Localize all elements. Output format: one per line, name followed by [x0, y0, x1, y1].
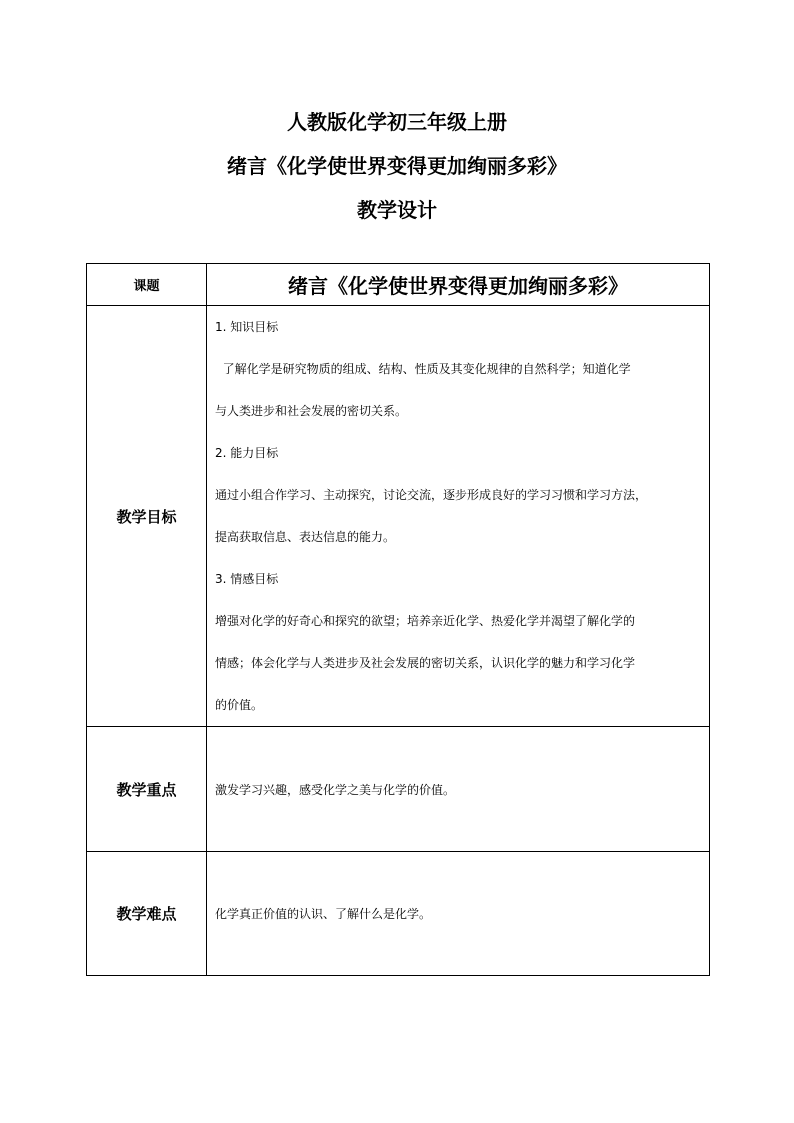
document-title	[0, 100, 794, 232]
difficulties-value: 化学真正价值的认识、了解什么是化学。	[207, 852, 710, 976]
goal-line: 1. 知识目标	[215, 320, 279, 334]
goals-label: 教学目标	[87, 306, 207, 727]
goal-line: 情感；体会化学与人类进步及社会发展的密切关系，认识化学的魅力和学习化学	[215, 656, 636, 670]
goal-line: 了解化学是研究物质的组成、结构、性质及其变化规律的自然科学；知道化学	[215, 362, 631, 376]
goal-line: 与人类进步和社会发展的密切关系。	[215, 404, 408, 418]
key-points-value: 激发学习兴趣，感受化学之美与化学的价值。	[207, 727, 710, 852]
goal-line: 增强对化学的好奇心和探究的欲望；培养亲近化学、热爱化学并渴望了解化学的	[215, 614, 636, 628]
goal-line: 提高获取信息、表达信息的能力。	[215, 530, 396, 544]
topic-value: 绪言《化学使世界变得更加绚丽多彩》	[207, 264, 710, 306]
goal-line: 3. 情感目标	[215, 572, 279, 586]
key-points-label: 教学重点	[87, 727, 207, 852]
goal-line: 2. 能力目标	[215, 446, 279, 460]
key-points-row	[87, 727, 710, 852]
goals-content	[207, 306, 710, 727]
difficulties-row	[87, 852, 710, 976]
title-line-1: 人教版化学初三年级上册	[287, 110, 507, 134]
lesson-plan-table	[86, 263, 710, 976]
topic-label: 课题	[87, 264, 207, 306]
goal-line: 通过小组合作学习、主动探究，讨论交流，逐步形成良好的学习习惯和学习方法，	[215, 488, 648, 502]
title-line-2: 绪言《化学使世界变得更加绚丽多彩》	[227, 154, 567, 178]
title-line-3: 教学设计	[357, 198, 437, 222]
difficulties-label: 教学难点	[87, 852, 207, 976]
goals-row	[87, 306, 710, 727]
topic-row	[87, 264, 710, 306]
goal-line: 的价值。	[215, 698, 264, 712]
